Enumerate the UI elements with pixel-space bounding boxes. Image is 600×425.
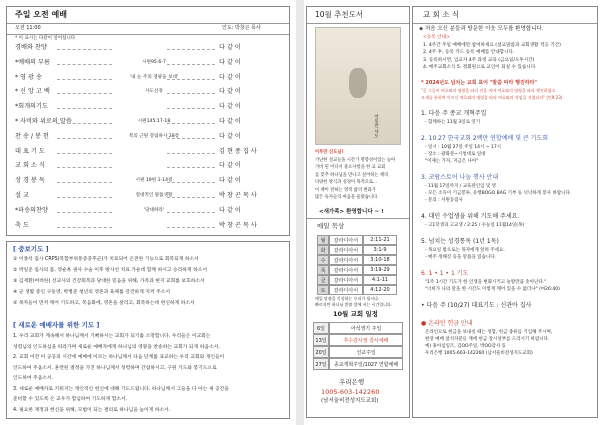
welcome-text: ◈ 처음 오신 분들과 방문한 이웃 모두를 환영합니다. xyxy=(419,26,544,32)
registration-line: 1. 4주간 주일 예배에만 참여하세요 (설교말씀과 교회생활 적응 기간) xyxy=(423,42,561,48)
order-label: * 자비와 위로의 말씀 xyxy=(15,118,72,125)
prayer-item: ③ 김재환(여려한) 선교사의 건강회복과 당대한 믿음을 위해, 가족과 현지 교회를 보호하소서 xyxy=(13,279,205,284)
order-person: 다 같 이 xyxy=(219,88,241,96)
reading-title: 매일 묵상 xyxy=(317,222,345,230)
order-detail: '내 눈 주의 영광을 보네' xyxy=(129,74,179,80)
row-divider xyxy=(57,227,112,228)
reading-day: 수 xyxy=(317,255,329,265)
news-item-title: 5. 넘치는 성경통독 (1년 1독) xyxy=(421,238,499,245)
reading-day: 화 xyxy=(317,245,329,255)
row-divider xyxy=(57,108,112,109)
book-cover-image xyxy=(315,27,401,145)
order-label: 교 회 소 식 xyxy=(15,162,45,170)
news-item-line: - 일시 : 10월 27일 주일 14시 ~ 17시 xyxy=(425,145,502,150)
divider xyxy=(307,23,409,24)
news-item-line: "1주 1시간 기도가 한 인생을 변화시키고 놀랄만큼 솟아난다." xyxy=(425,280,547,285)
newcomer-item: 인도하여 주옵소서. 훈련된 결정을 가진 하나님께서 성령하며 간섭하시고, 구원 기도와 봉기도으로 xyxy=(13,365,217,371)
divider xyxy=(7,34,289,35)
divider xyxy=(7,23,289,24)
row-divider xyxy=(57,153,112,154)
book-desc-line: 이루만 신도님! xyxy=(315,150,344,155)
row-divider xyxy=(167,93,215,94)
order-person: 다 같 이 xyxy=(219,58,241,66)
news-box xyxy=(412,6,598,418)
prayer-item: ⑤ 목자들이 먼저 깨어 기도하고, 복음화에, 영혼을 살리고, 회복하는데 헌신하게 하소서 xyxy=(13,301,195,306)
news-item-line: - 문의 : 서원동집사 xyxy=(425,198,463,203)
newcomer-item: 3. 새로운 예배자로 키워지는 개인적인 헌신에 대해 기도드립니다. 하나님께서 그들을 다 아는 새 공간을 xyxy=(13,386,229,392)
order-person: 다 같 이 xyxy=(219,162,241,170)
reading-ref: 3:19-29 xyxy=(363,265,397,275)
newcomer-item: 성령님의 인도하심을 따라가며 새로운 예배자에게 하나님의 영광을 찬송하는 교회가 되게 하옵소서. xyxy=(13,344,220,350)
row-divider xyxy=(57,49,112,50)
order-label: *파송의찬양 xyxy=(15,206,48,214)
news-item-line: "너희가 나의 말을 한 시간도 이렇게 깨어 있을 수 없더냐" (마26:40) xyxy=(425,287,560,292)
reading-book: 갈라디아서 xyxy=(329,265,363,275)
book-desc-line: 많은 독자들의 마음을 울렸습니다. xyxy=(315,195,379,200)
news-item-line: - 고1학생과 고교생 / 2:25 / 수능일 11월14일(목) xyxy=(425,223,525,228)
newcomer-item: 1. 우리 교회가 계속해서 하나님께서 기뻐하시는 교회가 되기를 소망합니다. 우리들은 이교회는 xyxy=(13,334,211,339)
bank-name: 우리은행 xyxy=(339,378,365,386)
motto-line: "곧 그들이 여호와의 명령을 따라 진을 치며 여호와의 명령을 따라 행진하였고 xyxy=(421,88,556,93)
row-divider xyxy=(167,153,215,154)
row-divider xyxy=(167,227,215,228)
order-detail: 절대적인 말씀생활 xyxy=(135,193,173,198)
registration-line: <등록 안내> xyxy=(423,35,450,40)
schedule-event: 추수감사절 감사예배 xyxy=(329,334,403,346)
order-label: 대 표 기 도 xyxy=(15,147,45,155)
row-divider xyxy=(57,79,112,80)
newcomer-title: [ 새로운 예배자를 위한 기도 ] xyxy=(13,321,100,329)
reading-book: 갈라디아서 xyxy=(329,275,363,285)
row-divider xyxy=(57,93,112,94)
row-divider xyxy=(167,108,215,109)
reading-note-line: 빠르지만 하나님 말씀 앞에 서는 시간입니다. xyxy=(315,302,393,307)
order-person: 다 같 이 xyxy=(219,103,241,111)
book-cover-title: 어루만 사도 xyxy=(373,114,379,138)
standing-note: * 이 표시는 다같이 일어섭니다 xyxy=(15,36,76,41)
news-item-line: "이제는 가자, 지금은 나아" xyxy=(425,159,479,164)
schedule-event: 선교주일 xyxy=(329,346,403,358)
order-label: 경배와 찬양 xyxy=(15,44,47,51)
row-divider xyxy=(167,167,215,168)
order-person: 박 창 곤 목 사 xyxy=(219,221,257,229)
order-detail: 사도신경 xyxy=(145,89,163,95)
row-divider xyxy=(57,197,112,198)
news-item-line: - 목요일 밤으로는 목자에게 알려 주세요. xyxy=(425,248,505,253)
schedule-date: 13일 xyxy=(313,334,329,346)
reading-note-line: 매일 말씀을 묵상하는 우리가 됩시다. xyxy=(315,296,380,301)
registration-line: 4. 매주교회소식 5. 정회원으로 교인이 되실 수 있습니다. xyxy=(423,65,537,70)
divider xyxy=(307,218,409,219)
reading-ref: 3:10-18 xyxy=(363,255,397,265)
worship-leader: 인도: 박창곤 목사 xyxy=(222,25,261,31)
news-item-title: • 다음 주 (10/27) 대표기도 : 신관아 집사 xyxy=(421,302,532,309)
order-label: 찬 송 / 봉 헌 xyxy=(15,132,49,140)
reading-day: 금 xyxy=(317,275,329,285)
left-page xyxy=(0,0,296,425)
book-desc-line: 이 책이 전하는 영적 삶의 변화가 xyxy=(315,187,376,193)
order-person: 박 창 곤 목 사 xyxy=(219,192,257,199)
schedule-date: 27일 xyxy=(313,358,329,370)
news-item-line: 우리은행 1005-603-142260 (남서울비전성지도교회) xyxy=(425,351,533,356)
order-label: * 영 광 송 xyxy=(15,73,42,81)
prayer-item: ② 박일준 집사의 몸, 영순옥 권사 수술 이후 방사선 치료 가운데 함께 하시고 승리하게 하소서 xyxy=(13,268,207,273)
schedule-date: 20일 xyxy=(313,346,329,358)
row-divider xyxy=(167,212,215,213)
order-person: 다 같 이 xyxy=(219,44,241,51)
order-label: 축 도 xyxy=(15,221,29,229)
order-person: 다 같 이 xyxy=(219,177,241,185)
row-divider xyxy=(57,123,112,124)
divider xyxy=(413,23,597,24)
reading-ref: 4:1-11 xyxy=(363,275,397,285)
motto-line: 모세를 통하여 이르신 여호와의 명령을 따라 여호와의 직임을 지켰더라" (민9:23) xyxy=(421,95,563,100)
reading-ref: 2:11-21 xyxy=(363,235,397,245)
news-item-line: 온라인으로 헌금을 보내실 때는 성함, 헌금 종류를 기입해 주시며, xyxy=(425,330,553,335)
news-item-title: ● 온라인 헌금 안내 xyxy=(421,320,473,327)
registration-line: 2. 4주 후, 등록 카드 등록 예배를 안내합니다. xyxy=(423,50,515,55)
order-detail: 복의 근원 강림하사 28장 xyxy=(128,133,180,139)
prayer-box xyxy=(6,241,290,419)
schedule-title: 10월 교회 일정 xyxy=(333,310,378,318)
reading-day: 목 xyxy=(317,265,329,275)
order-person: 다 같 이 xyxy=(219,206,241,214)
prayer-item: ① 이종석 집사 CRPS(복합부위통증증후군)가 치료되어 온전한 기능으로 회복되게 하소서 xyxy=(13,257,199,262)
order-person: 김 현 종 집 사 xyxy=(219,147,257,155)
row-divider xyxy=(167,197,215,198)
row-divider xyxy=(167,64,215,65)
worship-order-box xyxy=(6,6,290,236)
news-item-title: 4. 대인 수업생을 위해 기도해 주세요. xyxy=(421,213,520,220)
reading-book: 갈라디아서 xyxy=(329,255,363,265)
order-label: 설 교 xyxy=(15,192,29,199)
news-item-line: 예) 홍아십일조, 김OO주일, 박OO감사 등 xyxy=(425,344,507,349)
account-owner: (남서울비전성지도교회) xyxy=(321,398,379,404)
order-detail: 시편95:6-7 xyxy=(142,59,166,65)
news-item-line: - 11월 17일까지 / 교육관인입 및 영 xyxy=(425,184,496,189)
row-divider xyxy=(57,182,112,183)
newcomer-banner: <새가족> 환영합니다 ~ ! xyxy=(319,209,384,215)
figure-silhouette xyxy=(349,68,367,98)
news-item-line: - 함께하는 11월 3일로 연기 xyxy=(425,120,481,125)
row-divider xyxy=(167,79,215,80)
reading-book: 갈라디아서 xyxy=(329,235,363,245)
row-divider xyxy=(57,167,112,168)
row-divider xyxy=(57,138,112,139)
schedule-event: 종교개혁주일/1027 연합예배 xyxy=(329,358,403,370)
news-item-title: 1. 다음 주 종교 개혁주일 xyxy=(421,110,487,117)
reading-ref: 3:1-9 xyxy=(363,245,397,255)
schedule-event: 어석생기 주일 xyxy=(329,322,403,334)
book-desc-line: 가비 된 어디서 중요사항을 한 교 교회 xyxy=(315,165,386,170)
news-title: 교 회 소 식 xyxy=(423,10,460,19)
row-divider xyxy=(167,138,215,139)
order-detail: 시편 19편 1-14절 xyxy=(135,178,173,184)
order-label: * 신 앙 고 백 xyxy=(15,88,50,96)
order-detail: 시편145:17-18 xyxy=(137,119,171,124)
account-number: 1005-603-142260 xyxy=(321,388,380,396)
news-item-line: - 모든 소득이 기금봉투, 유행BOGO BAG 기부 등 넉넉하게 봉사 바랍니다. xyxy=(425,191,572,196)
newcomer-item: 4. 필요한 재정과 헌신을 위해, 모범이 되는 결의로 하나님을 높이게 하소서. xyxy=(13,407,171,413)
right-page xyxy=(304,0,600,425)
row-divider xyxy=(57,64,112,65)
newcomer-item: 준비할 수 있도록 온 교우가 합심하여 기도하게 합소서. xyxy=(13,397,128,402)
reading-day: 토 xyxy=(317,285,329,295)
row-divider xyxy=(167,182,215,183)
order-label: *회개의기도 xyxy=(15,103,48,111)
book-desc-line: 가난한 설교들을 시간가 방향성이었는 놓아 xyxy=(315,157,396,163)
schedule-date: 6일 xyxy=(313,322,329,334)
newcomer-item: 인도하여 주옵소서. xyxy=(13,376,54,381)
order-label: *예배의 부름 xyxy=(15,58,50,66)
reading-book: 갈라디아서 xyxy=(329,245,363,255)
registration-line: 3. 등록하시면, 입교자 4주 과정 교육 (금요일/오후시간) xyxy=(423,57,535,63)
motto-title: * 2024년도 넘치는 교회 표어 "말씀 따라 행진하라" xyxy=(421,80,538,86)
news-item-title: 3. 코람스토어 나눔 행사 안내 xyxy=(421,174,499,181)
side-column xyxy=(306,6,410,418)
news-item-line: 현장 예배 참석자분들 계에 헌금 장시설부를 드리시기 바랍니다. xyxy=(425,337,550,342)
news-item-line: - 장소 : 광화문~시청대로 일대 xyxy=(425,152,486,157)
prayer-title: [ 중보기도 ] xyxy=(13,245,49,253)
prayer-item: ④ 군 생활 중인 구동영, 박병준 청년의 영혼과 육체를 강건하게 지켜 주소서 xyxy=(13,290,170,295)
news-item-title: 6. 1 • 1 • 1 기도 xyxy=(421,270,469,277)
book-section-title: 10월 추천도서 xyxy=(315,10,364,19)
news-item-line: - 매주 정해진 등을 말씀을 읽습니다. xyxy=(425,255,497,260)
reading-ref: 4:12-20 xyxy=(363,285,397,295)
news-item-title: 2. 10.27 한국교회 2백만 연합예배 및 큰 기도회 xyxy=(421,135,549,142)
reading-book: 갈라디아서 xyxy=(329,285,363,295)
row-divider xyxy=(57,212,112,213)
newcomer-item: 2. 교회 이전 이 공공의 시간에 예배에 이르는 하나님께서 다음 단계를 표교하는 우리 교회와 개인들이 xyxy=(13,355,225,360)
row-divider xyxy=(167,123,215,124)
row-divider xyxy=(167,49,215,50)
reading-day: 월 xyxy=(317,235,329,245)
order-person: 다 같 이 xyxy=(219,73,241,81)
book-desc-line: 를 맞추 하나님을 만나고 싶어하는 책의 xyxy=(315,172,389,178)
order-person: 다 같 이 xyxy=(219,118,241,125)
worship-title: 주일 오전 예배 xyxy=(15,10,67,19)
book-desc-line: 다양한 방식과 성경이 목적으로... xyxy=(315,180,378,185)
order-detail: '당대하라' xyxy=(143,207,165,213)
order-label: 성 경 봉 독 xyxy=(15,177,45,185)
order-person: 다 같 이 xyxy=(219,132,241,140)
worship-time: 오전 11:00 xyxy=(15,25,41,31)
